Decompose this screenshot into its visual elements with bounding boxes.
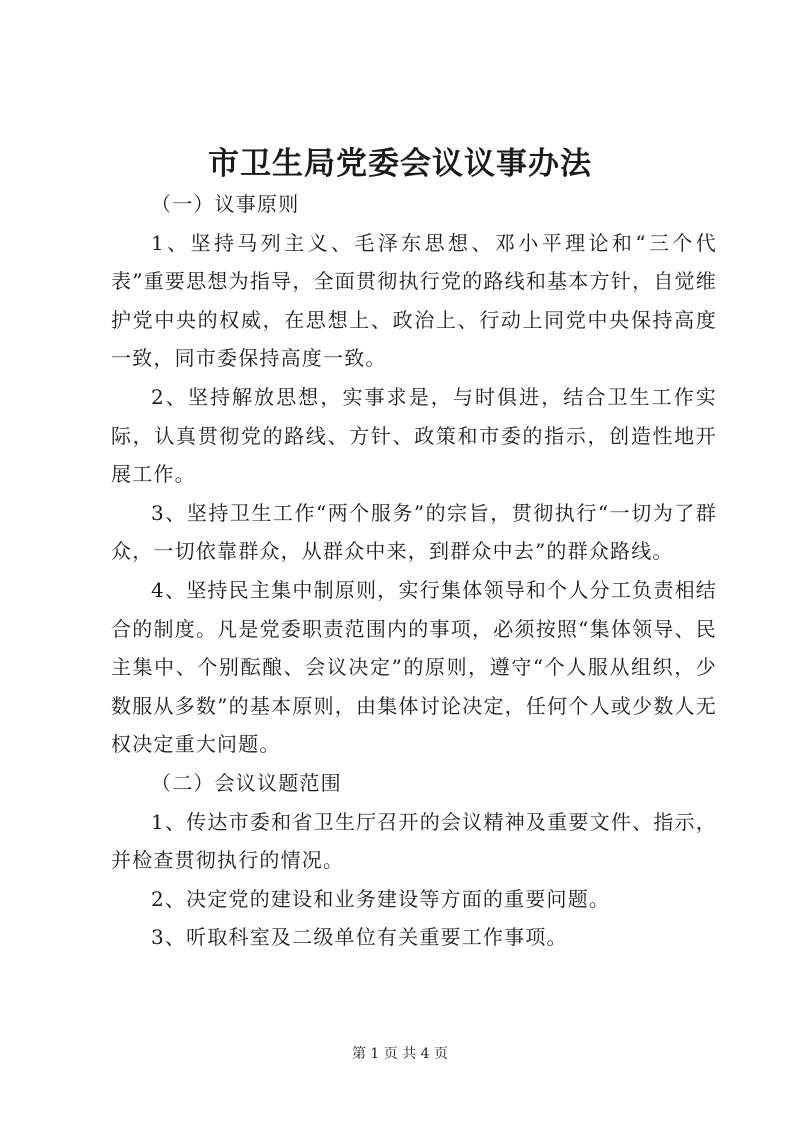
- paragraph: 3、听取科室及二级单位有关重要工作事项。: [151, 925, 568, 950]
- document-title: 市卫生局党委会议议事办法: [208, 146, 592, 182]
- paragraph: 1、坚持马列主义、毛泽东思想、邓小平理论和“三个代表”重要思想为指导，全面贯彻执行党的路线和基本方针，自觉维护党中央的权威，在思想上、政治上、行动上同党中央保持高度一致，同市委保持高度一致。: [111, 230, 717, 371]
- paragraph: 3、坚持卫生工作“两个服务”的宗旨，贯彻执行“一切为了群众，一切依靠群众，从群众中来，到群众中去”的群众路线。: [111, 500, 717, 564]
- paragraph: 4、坚持民主集中制原则，实行集体领导和个人分工负责相结合的制度。凡是党委职责范围内的事项，必须按照“集体领导、民主集中、个别酝酿、会议决定”的原则，遵守“个人服从组织，少数服从多数”的基本原则，由集体讨论决定，任何个人或少数人无权决定重大问题。: [111, 577, 717, 757]
- section-heading-topics: （二）会议议题范围: [151, 770, 342, 795]
- paragraph: 2、坚持解放思想，实事求是，与时俱进，结合卫生工作实际，认真贯彻党的路线、方针、政策和市委的指示，创造性地开展工作。: [111, 384, 717, 487]
- section-heading-principles: （一）议事原则: [151, 192, 300, 216]
- paragraph: 2、决定党的建设和业务建设等方面的重要问题。: [151, 886, 611, 911]
- document-body: [111, 185, 717, 957]
- paragraph: 1、传达市委和省卫生厅召开的会议精神及重要文件、指示，并检查贯彻执行的情况。: [111, 809, 717, 873]
- page-footer: 第 1 页 共 4 页: [351, 1046, 449, 1062]
